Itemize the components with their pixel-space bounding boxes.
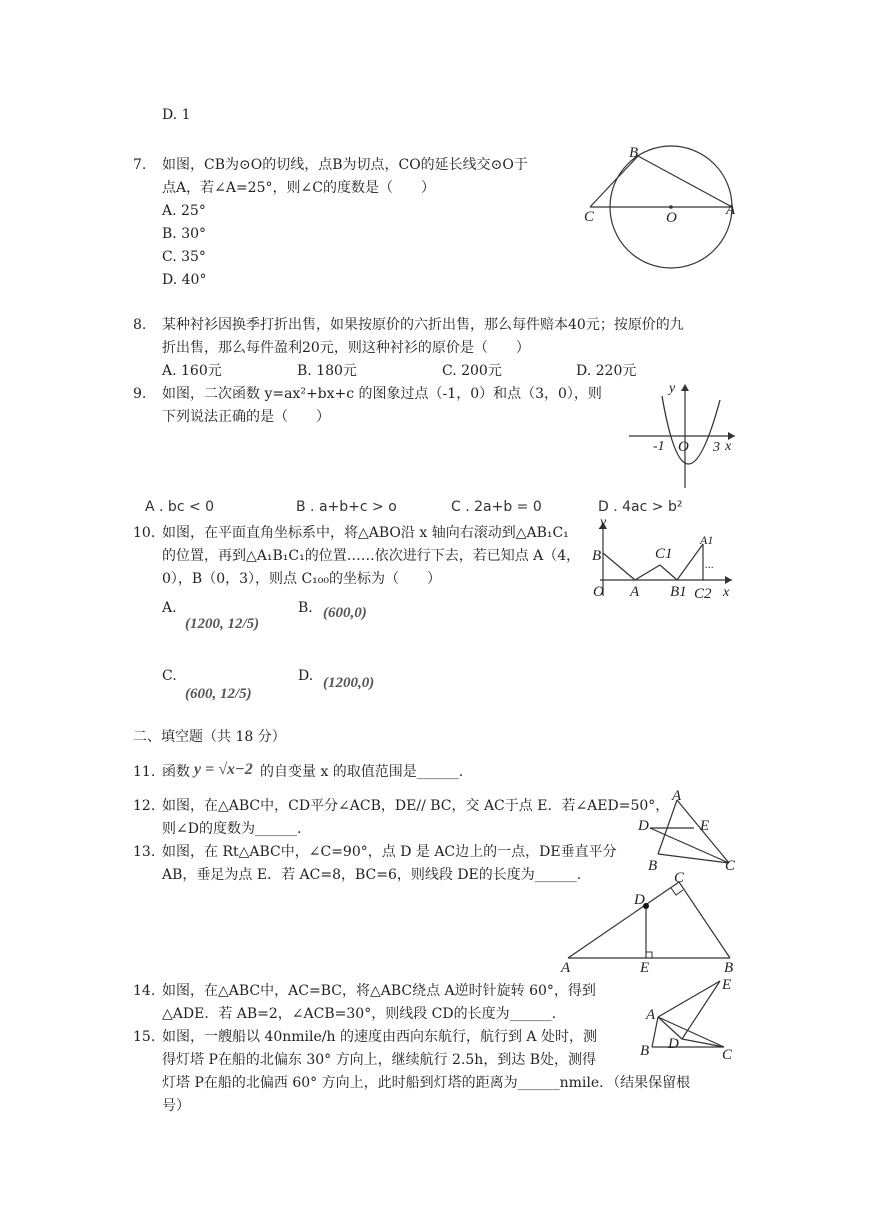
q8-number: 8. xyxy=(133,317,147,333)
q9-option-d: D . 4ac > b² xyxy=(598,499,683,515)
q9-option-b: B . a+b+c > o xyxy=(296,499,397,515)
q7-option-b: B. 30° xyxy=(162,226,207,242)
q13-stem-line2: AB，垂足为点 E．若 AC=8，BC=6，则线段 DE的长度为______. xyxy=(162,867,582,883)
q15-stem-line2: 得灯塔 P在船的北偏东 30° 方向上，继续航行 2.5h，到达 B处，测得 xyxy=(162,1052,597,1068)
q10-option-d-letter: D. xyxy=(298,668,314,684)
q9-parabola-figure xyxy=(625,380,743,490)
q10-label-y: y xyxy=(600,516,607,530)
q8-option-b: B. 180元 xyxy=(297,363,357,379)
q15-stem-line1: 如图，一艘船以 40nmile/h 的速度由西向东航行，航行到 A 处时，测 xyxy=(162,1029,597,1045)
q9-label-o: O xyxy=(678,439,689,455)
q12-label-d: D xyxy=(638,818,649,834)
q9-option-a: A . bc < 0 xyxy=(145,499,215,515)
q12-label-c: C xyxy=(725,858,736,874)
q10-stem-line1: 如图，在平面直角坐标系中，将△ABO沿 x 轴向右滚动到△AB₁C₁ xyxy=(162,525,569,541)
q12-stem-line1: 如图，在△ABC中，CD平分∠ACB，DE// BC，交 AC于点 E．若∠AED=50°， xyxy=(162,798,670,814)
q10-label-b: B xyxy=(592,548,602,564)
q7-circle-figure xyxy=(580,145,740,285)
q9-stem-line1: 如图，二次函数 y=ax²+bx+c 的图象过点（-1，0）和点（3，0），则 xyxy=(162,386,602,402)
q12-label-a: A xyxy=(672,790,682,804)
q10-label-a: A xyxy=(630,584,640,600)
q14-label-a: A xyxy=(646,1007,656,1023)
q12-label-e: E xyxy=(700,818,710,834)
q10-label-o: O xyxy=(593,584,604,600)
q15-number: 15. xyxy=(133,1029,156,1045)
q8-option-d: D. 220元 xyxy=(576,363,637,379)
q7-label-a: A xyxy=(726,202,736,218)
q10-option-c-value: (600, 12/5) xyxy=(185,686,252,702)
q12-triangle-figure xyxy=(632,790,744,876)
q11-post: 的自变量 x 的取值范围是______. xyxy=(260,764,464,780)
q7-number: 7. xyxy=(133,157,147,173)
q12-stem-line2: 则∠D的度数为______. xyxy=(162,821,302,837)
q9-label-x: x xyxy=(725,439,732,454)
q9-stem-line2: 下列说法正确的是（ ） xyxy=(162,409,330,425)
q13-label-c: C xyxy=(674,870,685,886)
q13-right-triangle-figure xyxy=(558,868,748,978)
q14-stem-line2: △ADE．若 AB=2，∠ACB=30°，则线段 CD的长度为______. xyxy=(162,1006,557,1022)
q13-number: 13. xyxy=(133,844,156,860)
q13-label-e: E xyxy=(640,960,650,976)
q11-number: 11. xyxy=(133,764,156,780)
q10-stem-line2: 的位置，再到△A₁B₁C₁的位置……依次进行下去，若已知点 A（4， xyxy=(162,548,581,564)
q6-option-d: D. 1 xyxy=(162,107,191,123)
q10-option-c-letter: C. xyxy=(162,668,177,684)
q9-number: 9. xyxy=(133,386,147,402)
q14-number: 14. xyxy=(133,983,156,999)
q8-stem-line1: 某种衬衫因换季打折出售，如果按原价的六折出售，那么每件赔本40元；按原价的九 xyxy=(162,317,684,333)
q14-label-b: B xyxy=(640,1043,650,1059)
q7-stem-line2: 点A，若∠A=25°，则∠C的度数是（ ） xyxy=(162,180,435,196)
q9-label-3: 3 xyxy=(713,440,720,455)
q10-option-a-value: (1200, 12/5) xyxy=(185,616,260,632)
q10-stem-line3: 0），B（0，3），则点 C₁₀₀的坐标为（ ） xyxy=(162,571,442,587)
q7-option-a: A. 25° xyxy=(162,203,206,219)
q11-pre: 函数 xyxy=(162,764,190,780)
q10-option-b-letter: B. xyxy=(298,600,313,616)
section-heading-fill-blank: 二、填空题（共 18 分） xyxy=(133,729,286,745)
q7-label-o: O xyxy=(666,210,677,226)
q10-label-a1: A1 xyxy=(700,533,714,547)
q10-rolling-triangle-figure xyxy=(592,516,740,602)
q9-label-y: y xyxy=(669,381,676,396)
q7-option-d: D. 40° xyxy=(162,272,207,288)
q12-label-b: B xyxy=(648,858,658,874)
q10-label-c2: C2 xyxy=(694,586,712,602)
q10-option-d-value: (1200,0) xyxy=(323,675,375,691)
q10-option-b-value: (600,0) xyxy=(323,605,367,621)
q10-label-x: x xyxy=(723,585,730,600)
q12-number: 12. xyxy=(133,798,156,814)
q7-label-b: B xyxy=(629,145,639,161)
q13-label-a: A xyxy=(561,960,571,976)
q9-label-neg1: -1 xyxy=(653,439,665,454)
q10-label-c1: C1 xyxy=(655,546,673,562)
q8-stem-line2: 折出售，那么每件盈利20元，则这种衬衫的原价是（ ） xyxy=(162,340,530,356)
q11-formula: y = √x−2 xyxy=(194,761,253,778)
q7-option-c: C. 35° xyxy=(162,249,206,265)
q10-option-a-letter: A. xyxy=(162,600,177,616)
q13-stem-line1: 如图，在 Rt△ABC中，∠C=90°，点 D 是 AC边上的一点，DE垂直平分 xyxy=(162,844,617,860)
q7-stem-line1: 如图，CB为⊙O的切线，点B为切点，CO的延长线交⊙O于 xyxy=(162,157,528,173)
q8-option-c: C. 200元 xyxy=(442,363,502,379)
q14-stem-line1: 如图，在△ABC中，AC=BC，将△ABC绕点 A逆时针旋转 60°，得到 xyxy=(162,983,596,999)
q14-label-e: E xyxy=(722,977,732,993)
q7-label-c: C xyxy=(584,209,595,225)
q14-rotation-figure xyxy=(640,973,752,1065)
q15-stem-line4: 号） xyxy=(162,1098,190,1114)
q14-label-c: C xyxy=(722,1047,733,1063)
q10-label-dots: ... xyxy=(705,557,714,571)
q10-number: 10. xyxy=(133,525,156,541)
q10-label-b1: B1 xyxy=(670,584,687,600)
q13-label-d: D xyxy=(634,892,645,908)
q9-option-c: C . 2a+b = 0 xyxy=(451,499,542,515)
q13-label-b: B xyxy=(724,960,734,976)
q8-option-a: A. 160元 xyxy=(162,363,222,379)
q15-stem-line3: 灯塔 P在船的北偏西 60° 方向上，此时船到灯塔的距离为______nmile．（结果保留根 xyxy=(162,1075,691,1091)
q14-label-d: D xyxy=(668,1036,679,1052)
